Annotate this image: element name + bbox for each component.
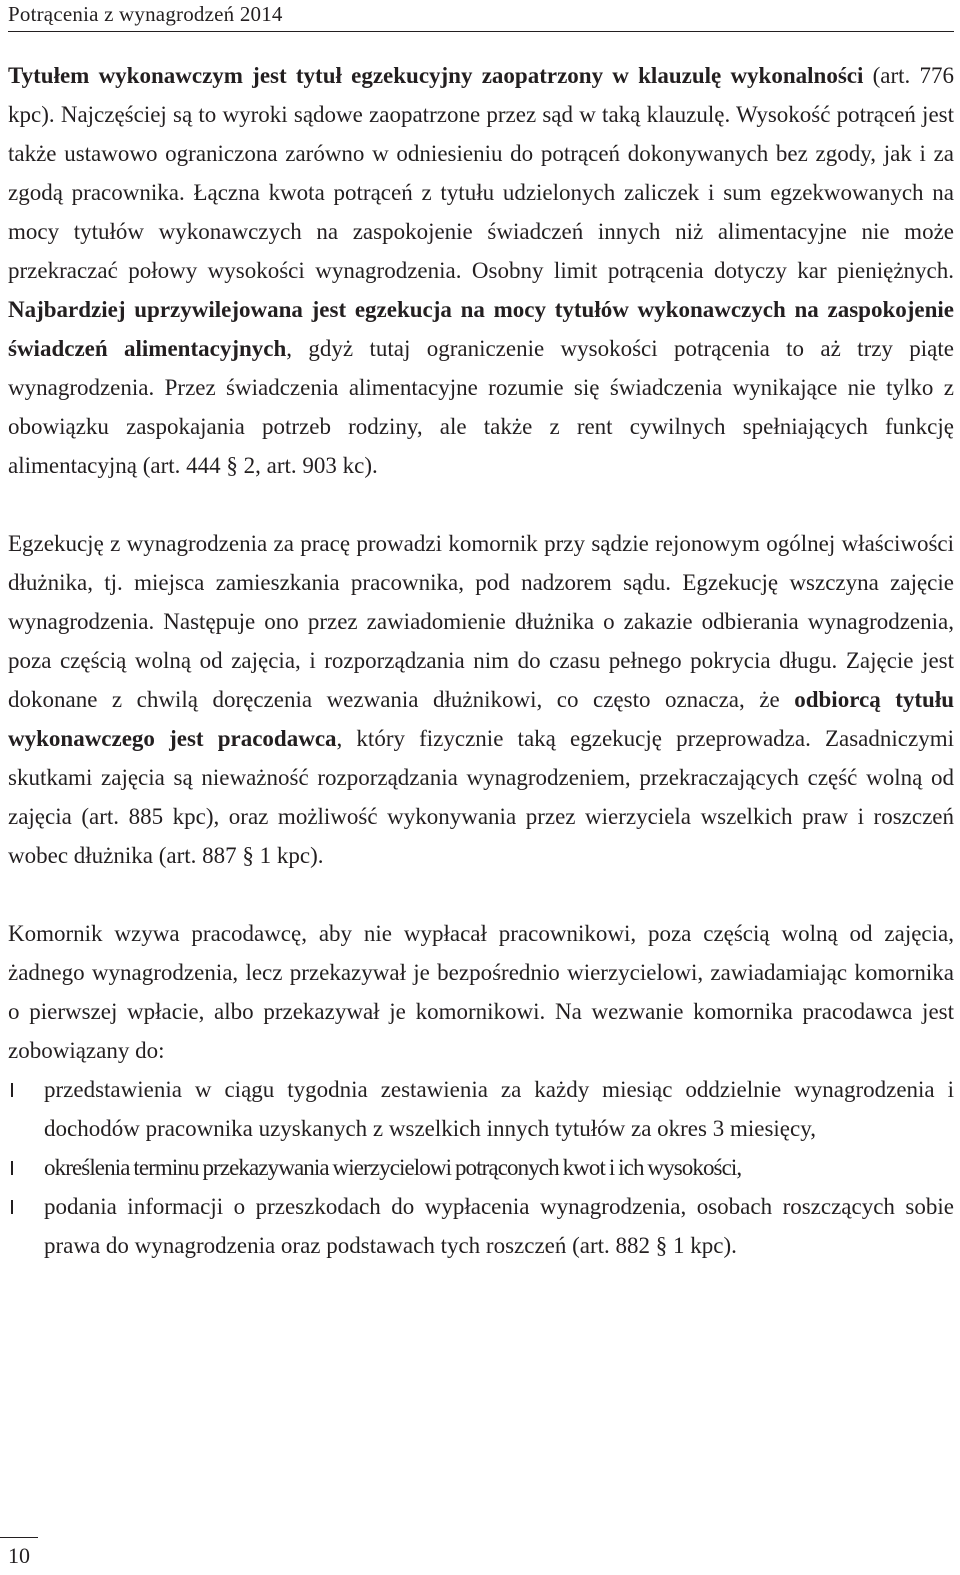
bold-phrase: odbiorcą tytułu wykonawczego jest pracodawca bbox=[8, 687, 954, 751]
paragraph-text: Egzekucję z wynagrodzenia za pracę prowadzi komornik przy sądzie rejonowym ogólnej właściwości dłużnika, tj. miejsca zamieszkania pracownika, pod nadzorem sądu. Egzekucję wszczyna zajęcie wynagrodzenia. Następuje ono przez zawiadomienie dłużnika o zakazie odbierania wynagrodzenia, poza częścią wolną od zajęcia, i rozporządzania nim do czasu pełnego pokrycia długu. Zajęcie jest dokonane z chwilą doręczenia wezwania dłużnikowi, co często oznacza, że bbox=[8, 531, 954, 712]
list-item bbox=[8, 1148, 954, 1187]
list-item-text: określenia terminu przekazywania wierzycielowi potrąconych kwot i ich wysokości, bbox=[44, 1155, 742, 1180]
bullet-marker-icon bbox=[11, 1200, 13, 1214]
paragraph-enforcement-title bbox=[8, 56, 954, 485]
obligations-list bbox=[8, 1070, 954, 1265]
paragraph-bailiff-enforcement bbox=[8, 524, 954, 875]
bullet-marker-icon bbox=[11, 1083, 13, 1097]
page-body bbox=[8, 56, 954, 1265]
header-rule bbox=[8, 31, 954, 32]
list-item-text: podania informacji o przeszkodach do wypłacenia wynagrodzenia, osobach roszczących sobie prawa do wynagrodzenia oraz podstawach tych roszczeń (art. 882 § 1 kpc). bbox=[44, 1194, 954, 1258]
paragraph-text: (art. 776 kpc). Najczęściej są to wyroki sądowe zaopatrzone przez sąd w taką klauzulę. Wysokość potrąceń jest także ustawowo ograniczona zarówno w odniesieniu do potrąceń dokonywanych bez zgody, jak i za zgodą pracownika. Łączna kwota potrąceń z tytułu udzielonych zaliczek i sum egzekwowanych na mocy tytułów wykonawczych na zaspokojenie świadczeń innych niż alimentacyjne nie może przekraczać połowy wysokości wynagrodzenia. Osobny limit potrącenia dotyczy kar pieniężnych. bbox=[8, 63, 954, 283]
list-item bbox=[8, 1070, 954, 1148]
running-header-title: Potrącenia z wynagrodzeń 2014 bbox=[8, 2, 283, 26]
paragraph-intro: Komornik wzywa pracodawcę, aby nie wypłacał pracownikowi, poza częścią wolną od zajęcia, żadnego wynagrodzenia, lecz przekazywał je bezpośrednio wierzycielowi, zawiadamiając komornika o pierwszej wpłacie, albo przekazywał je komornikowi. Na wezwanie komornika pracodawca jest zobowiązany do: bbox=[8, 921, 954, 1063]
bold-phrase: Tytułem wykonawczym jest tytuł egzekucyjny zaopatrzony w klauzulę wykonalności bbox=[8, 63, 864, 88]
list-item bbox=[8, 1187, 954, 1265]
paragraph-text: , który fizycznie taką egzekucję przeprowadza. Zasadniczymi skutkami zajęcia są nieważność rozporządzania wynagrodzeniem, przekraczających część wolną od zajęcia (art. 885 kpc), oraz możliwość wykonywania przez wierzyciela wszelkich praw i roszczeń wobec dłużnika (art. 887 § 1 kpc). bbox=[8, 726, 954, 868]
page-number: 10 bbox=[8, 1543, 30, 1568]
footer-rule bbox=[0, 1537, 38, 1538]
bullet-marker-icon bbox=[11, 1161, 13, 1175]
bold-phrase: Najbardziej uprzywilejowana jest egzekucja na mocy tytułów wykonawczych na zaspokojenie świadczeń alimentacyjnych bbox=[8, 297, 954, 361]
list-item-text: przedstawienia w ciągu tygodnia zestawienia za każdy miesiąc oddzielnie wynagrodzenia i dochodów pracownika uzyskanych z wszelkich innych tytułów za okres 3 miesięcy, bbox=[44, 1077, 954, 1141]
paragraph-text: , gdyż tutaj ograniczenie wysokości potrącenia to aż trzy piąte wynagrodzenia. Przez świadczenia alimentacyjne rozumie się świadczenia wynikające nie tylko z obowiązku zaspokajania potrzeb rodziny, ale także z rent cywilnych spełniających funkcję alimentacyjną (art. 444 § 2, art. 903 kc). bbox=[8, 336, 954, 478]
paragraph-employer-obligations bbox=[8, 914, 954, 1265]
